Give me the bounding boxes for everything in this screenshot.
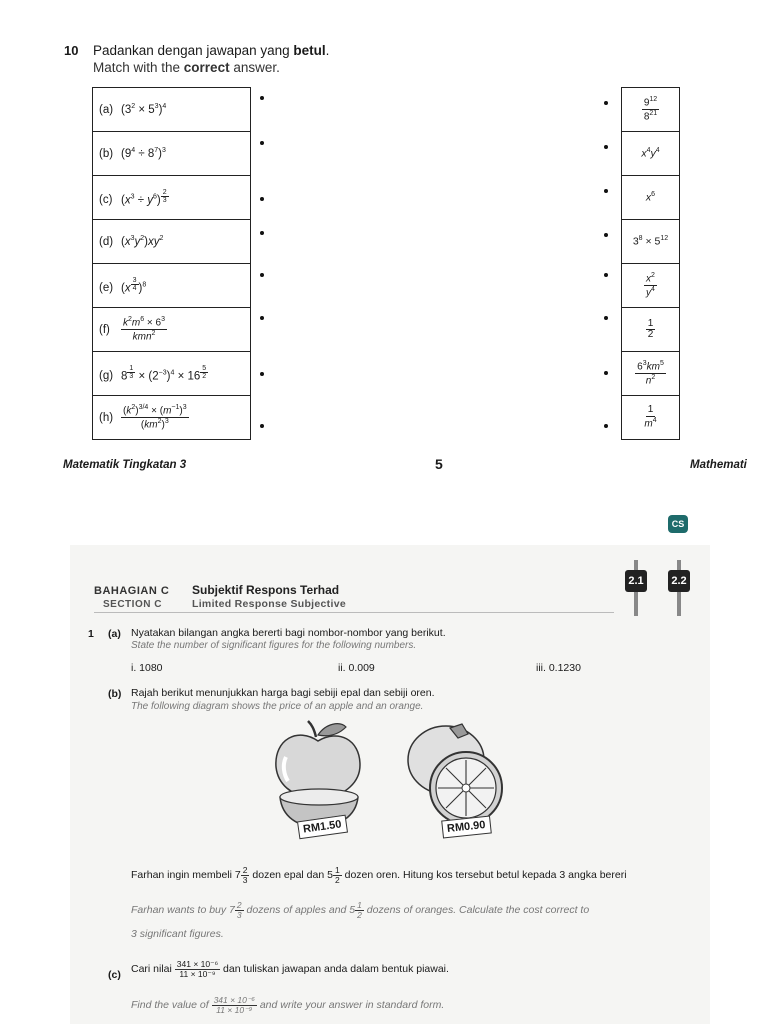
answer-row: $3^8 \times 5^{12}$ <box>622 220 680 264</box>
match-dot-right[interactable] <box>604 145 608 149</box>
apple-illustration <box>268 717 368 829</box>
answer-row: $x^4y^4$ <box>622 132 680 176</box>
section-title-malay: Subjektif Respons Terhad <box>192 583 340 597</box>
page-number: 5 <box>435 456 443 472</box>
part-a-item: iii. 0.1230 <box>536 662 581 674</box>
part-c-english: Find the value of $\frac{\text{341 × 10⁻⁶}}{\text{11 × 10⁻⁹}}$ and write your answer in standard form. <box>131 995 445 1015</box>
right-answers-table <box>621 87 680 440</box>
topic-tag: 2.1 <box>625 570 647 592</box>
part-a-english: State the number of significant figures for the following numbers. <box>131 640 417 651</box>
match-dot-left[interactable] <box>260 197 264 201</box>
part-a-label: (a) <box>108 628 121 640</box>
part-c-label: (c) <box>108 969 121 981</box>
section-title-english: Limited Response Subjective <box>192 598 346 610</box>
expression-row: (g) 8 $^{\frac{1}{3}}$ × $(2^{-3})^4 \times 16$ $^{\frac{5}{2}}$ <box>93 352 251 396</box>
part-b-label: (b) <box>108 688 122 700</box>
row-label: (h) <box>99 411 114 424</box>
answer-row: $\frac{x^2}{y^4}$ <box>622 264 680 308</box>
match-dot-left[interactable] <box>260 141 264 145</box>
row-label: (b) <box>99 147 114 160</box>
expression-row: (c) $(x^3 \div y^6)$ $^{\frac{2}{3}}$ <box>93 176 251 220</box>
part-b-problem-malay: Farhan ingin membeli 7 $\frac{2}{3}$ dozen epal dan 5 $\frac{1}{2}$ dozen oren. Hitung kos tersebut betul kepada 3 angka bereri <box>131 865 627 885</box>
answer-row: $\frac{1}{m^4}$ <box>622 396 680 440</box>
instruction-english: Match with the correct answer. <box>93 60 280 75</box>
row-label: (f) <box>99 323 110 336</box>
topic-tag: 2.2 <box>668 570 690 592</box>
match-dot-right[interactable] <box>604 189 608 193</box>
question-number: 10 <box>64 43 79 58</box>
worksheet-section-c <box>70 545 710 1024</box>
part-b-problem-english-line2: 3 significant figures. <box>131 928 224 940</box>
answer-row: $\frac{6^3km^5}{n^2}$ <box>622 352 680 396</box>
match-dot-left[interactable] <box>260 231 264 235</box>
row-label: (d) <box>99 235 114 248</box>
orange-price-tag: RM0.90 <box>441 816 491 839</box>
footer-book-title-english: Mathemati <box>690 459 747 471</box>
expression-row: (a) $(3^2 \times 5^3)^4$ <box>93 88 251 132</box>
match-dot-right[interactable] <box>604 371 608 375</box>
footer-book-title: Matematik Tingkatan 3 <box>63 459 187 471</box>
match-dot-left[interactable] <box>260 424 264 428</box>
expression-row: (b) $(9^4 \div 8^7)^3$ <box>93 132 251 176</box>
row-label: (g) <box>99 370 114 383</box>
page-gap <box>0 505 768 545</box>
answer-row: $\frac{9^{12}}{8^{21}}$ <box>622 88 680 132</box>
answer-row: $\frac{1}{2}$ <box>622 308 680 352</box>
section-label-english: SECTION C <box>103 599 162 610</box>
apple-price-tag: RM1.50 <box>297 815 348 840</box>
match-dot-left[interactable] <box>260 316 264 320</box>
part-c-malay: Cari nilai $\frac{\text{341 × 10⁻⁶}}{\text{11 × 10⁻⁹}}$ dan tuliskan jawapan anda dalam bentuk piawai. <box>131 959 449 979</box>
part-a-item: i. 1080 <box>131 662 163 674</box>
expression-row: (d) $(x^3y^2)xy^2$ <box>93 220 251 264</box>
match-dot-right[interactable] <box>604 273 608 277</box>
part-a-malay: Nyatakan bilangan angka bererti bagi nombor-nombor yang berikut. <box>131 627 446 639</box>
match-dot-right[interactable] <box>604 233 608 237</box>
answer-row: $x^6$ <box>622 176 680 220</box>
row-label: (c) <box>99 194 113 207</box>
match-dot-left[interactable] <box>260 96 264 100</box>
match-dot-right[interactable] <box>604 316 608 320</box>
row-label: (a) <box>99 103 114 116</box>
part-b-problem-english: Farhan wants to buy 7 $\frac{2}{3}$ dozens of apples and 5 $\frac{1}{2}$ dozens of oranges. Calculate the cost correct to <box>131 900 590 920</box>
question-1-number: 1 <box>88 628 94 640</box>
row-label: (e) <box>99 282 114 295</box>
part-b-english: The following diagram shows the price of an apple and an orange. <box>131 701 424 712</box>
expression-row: (e) (x $^{\frac{3}{4}}$ )$^8$ <box>93 264 251 308</box>
orange-illustration <box>400 720 508 832</box>
expression-row: (f) $\frac{k^2m^6 \times 6^3}{kmn^2}$ <box>93 308 251 352</box>
left-expressions-table <box>92 87 251 440</box>
scanner-logo: CS <box>668 515 688 533</box>
match-dot-left[interactable] <box>260 273 264 277</box>
match-dot-right[interactable] <box>604 424 608 428</box>
match-dot-left[interactable] <box>260 372 264 376</box>
part-a-item: ii. 0.009 <box>338 662 375 674</box>
part-b-malay: Rajah berikut menunjukkan harga bagi sebiji epal dan sebiji oren. <box>131 687 435 699</box>
match-dot-right[interactable] <box>604 101 608 105</box>
expression-row: (h) $\frac{(k^2)^{3/4} \times (m^{-1})^3}{(km^2)^3}$ <box>93 396 251 440</box>
section-label-malay: BAHAGIAN C <box>94 585 170 597</box>
instruction-malay: Padankan dengan jawapan yang betul. <box>93 43 330 58</box>
section-divider <box>94 612 614 613</box>
